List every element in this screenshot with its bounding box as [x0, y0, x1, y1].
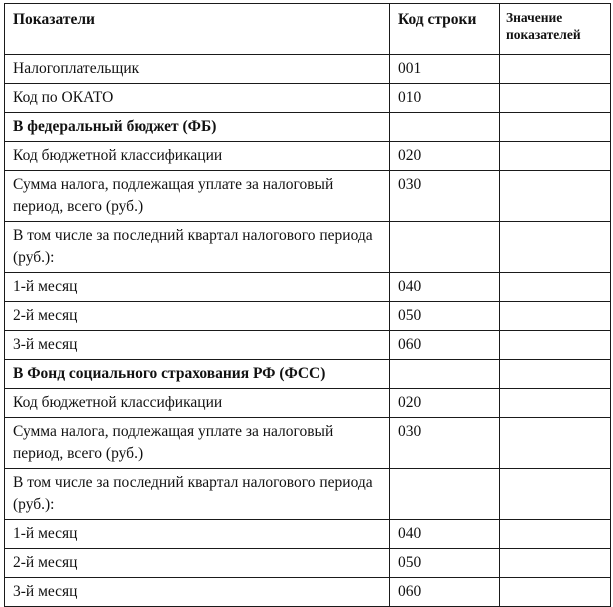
table-body	[5, 55, 611, 607]
line-code: 040	[390, 273, 500, 302]
table-row	[5, 549, 611, 578]
table-row	[5, 520, 611, 549]
line-code: 030	[390, 171, 500, 222]
indicator-label: Сумма налога, подлежащая уплате за налоговый период, всего (руб.)	[5, 171, 390, 222]
indicator-label: 1-й месяц	[5, 520, 390, 549]
line-code: 050	[390, 302, 500, 331]
section-title: В Фонд социального страхования РФ (ФСС)	[5, 360, 390, 389]
line-code: 020	[390, 389, 500, 418]
indicator-value-cell	[500, 55, 611, 84]
table-row	[5, 273, 611, 302]
tax-indicators-table	[4, 3, 611, 607]
table-row	[5, 469, 611, 520]
table-row	[5, 171, 611, 222]
line-code: 030	[390, 418, 500, 469]
indicator-label: Код бюджетной классификации	[5, 142, 390, 171]
indicator-label: Сумма налога, подлежащая уплате за налоговый период, всего (руб.)	[5, 418, 390, 469]
indicator-label: 3-й месяц	[5, 331, 390, 360]
header-indicator-value: Значение показателей	[500, 4, 611, 55]
indicator-value-cell	[500, 578, 611, 607]
line-code: 050	[390, 549, 500, 578]
indicator-value-cell	[500, 469, 611, 520]
indicator-value-cell	[500, 113, 611, 142]
line-code	[390, 360, 500, 389]
indicator-value-cell	[500, 331, 611, 360]
section-row	[5, 360, 611, 389]
header-line-code: Код строки	[390, 4, 500, 55]
table-row	[5, 55, 611, 84]
section-row	[5, 113, 611, 142]
indicator-value-cell	[500, 142, 611, 171]
indicator-label: 2-й месяц	[5, 549, 390, 578]
line-code: 001	[390, 55, 500, 84]
table-header-row	[5, 4, 611, 55]
indicator-value-cell	[500, 222, 611, 273]
line-code: 020	[390, 142, 500, 171]
indicator-value-cell	[500, 549, 611, 578]
table-row	[5, 418, 611, 469]
tax-form-page	[4, 3, 610, 607]
indicator-label: В том числе за последний квартал налогового периода (руб.):	[5, 222, 390, 273]
indicator-label: Налогоплательщик	[5, 55, 390, 84]
table-row	[5, 84, 611, 113]
table-row	[5, 142, 611, 171]
indicator-value-cell	[500, 520, 611, 549]
line-code	[390, 222, 500, 273]
header-indicators: Показатели	[5, 4, 390, 55]
line-code	[390, 113, 500, 142]
indicator-value-cell	[500, 302, 611, 331]
indicator-value-cell	[500, 360, 611, 389]
table-row	[5, 222, 611, 273]
line-code: 010	[390, 84, 500, 113]
indicator-label: Код по ОКАТО	[5, 84, 390, 113]
table-row	[5, 389, 611, 418]
indicator-label: Код бюджетной классификации	[5, 389, 390, 418]
indicator-value-cell	[500, 273, 611, 302]
indicator-label: 1-й месяц	[5, 273, 390, 302]
table-row	[5, 331, 611, 360]
line-code: 060	[390, 331, 500, 360]
section-title: В федеральный бюджет (ФБ)	[5, 113, 390, 142]
table-row	[5, 578, 611, 607]
line-code	[390, 469, 500, 520]
indicator-value-cell	[500, 418, 611, 469]
indicator-label: В том числе за последний квартал налогового периода (руб.):	[5, 469, 390, 520]
indicator-value-cell	[500, 389, 611, 418]
line-code: 060	[390, 578, 500, 607]
line-code: 040	[390, 520, 500, 549]
indicator-label: 3-й месяц	[5, 578, 390, 607]
indicator-value-cell	[500, 84, 611, 113]
table-row	[5, 302, 611, 331]
indicator-value-cell	[500, 171, 611, 222]
indicator-label: 2-й месяц	[5, 302, 390, 331]
